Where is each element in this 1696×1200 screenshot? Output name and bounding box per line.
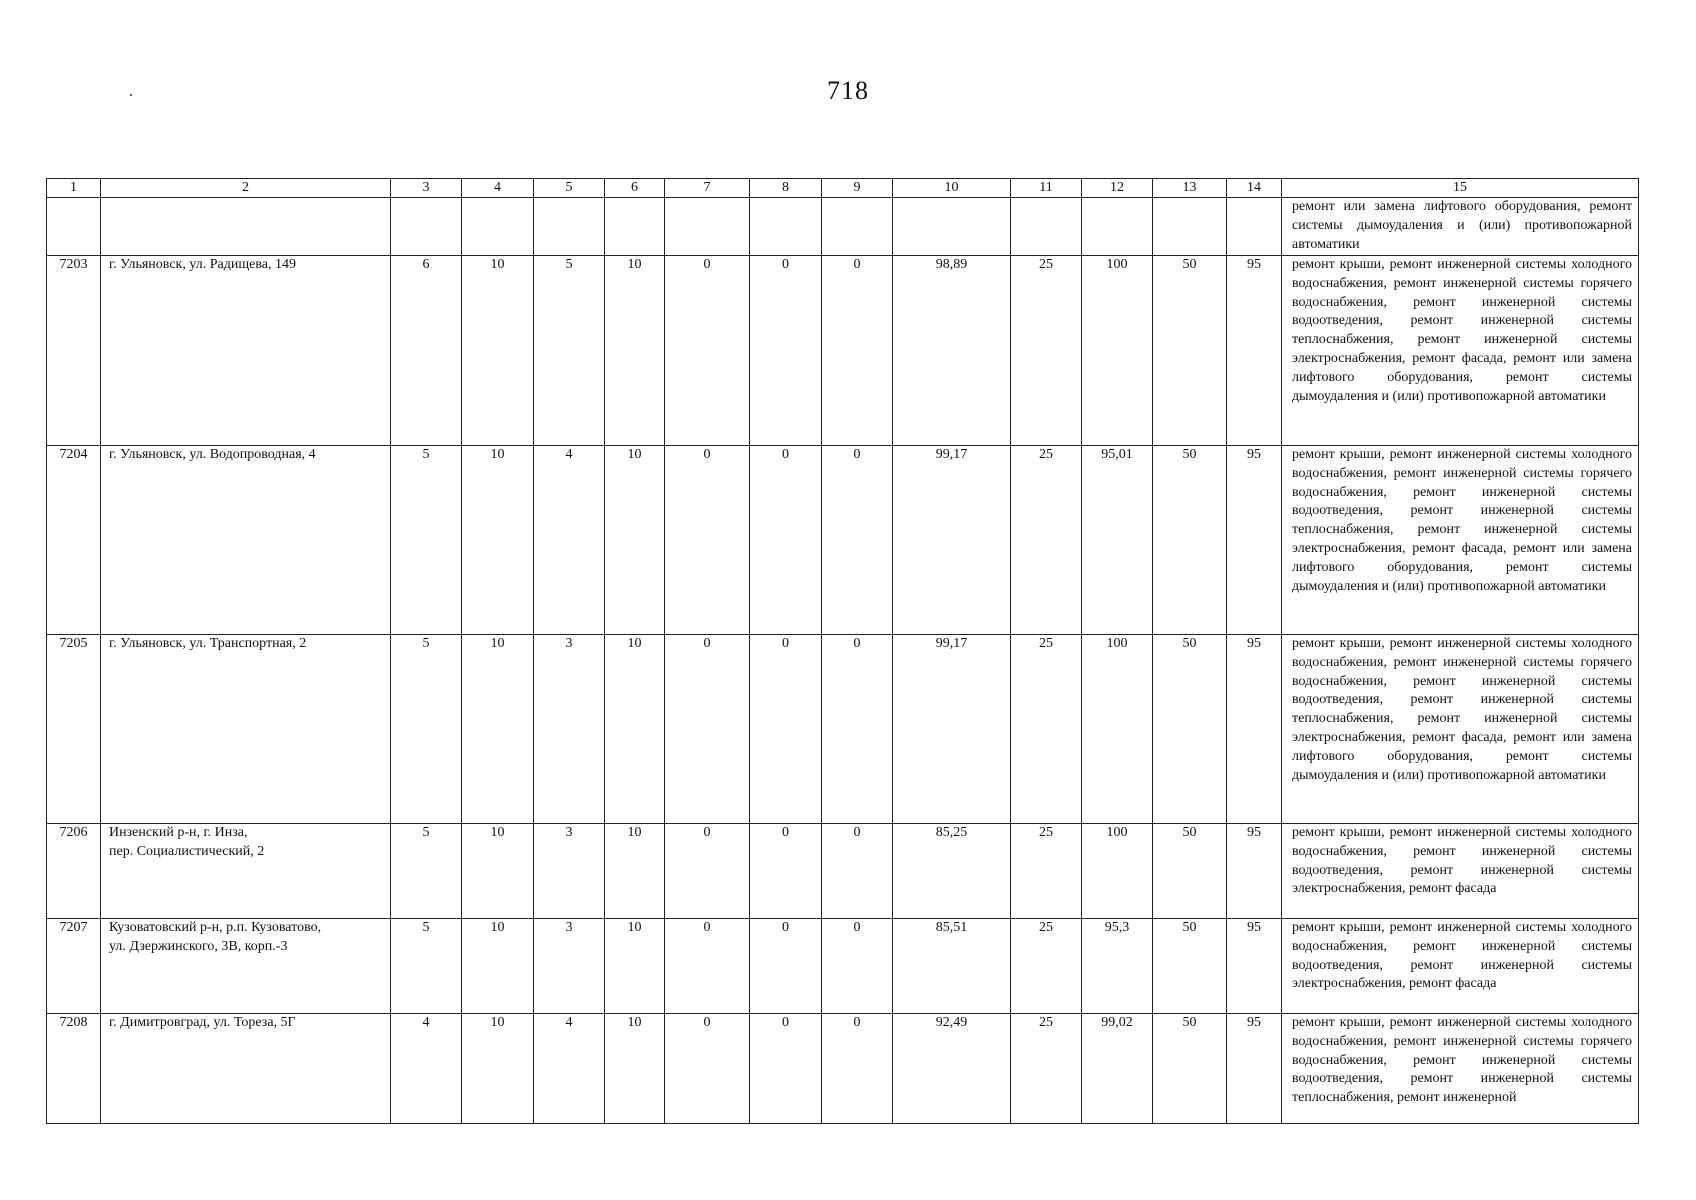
value-col-14: 95 bbox=[1227, 918, 1282, 1013]
value-col-8: 0 bbox=[750, 634, 822, 823]
scan-speck bbox=[130, 94, 132, 96]
value-col-6: 10 bbox=[605, 918, 665, 1013]
value-col-10: 99,17 bbox=[893, 445, 1011, 634]
value-col-7: 0 bbox=[665, 918, 750, 1013]
work-types-cell: ремонт крыши, ремонт инженерной системы холодного водоснабжения, ремонт инженерной системы водоотведения, ремонт инженерной системы электроснабжения, ремонт фасада bbox=[1282, 918, 1639, 1013]
column-number-9: 9 bbox=[822, 179, 893, 198]
row-id: 7205 bbox=[47, 634, 101, 823]
value-col-8: 0 bbox=[750, 918, 822, 1013]
value-col-11 bbox=[1011, 198, 1082, 256]
work-types-cell: ремонт крыши, ремонт инженерной системы холодного водоснабжения, ремонт инженерной системы горячего водоснабжения, ремонт инженерной системы водоотведения, ремонт инженерной системы теплоснабжения, ремонт инженерной системы электроснабжения, ремонт фасада, ремонт или замена лифтового оборудования, ремонт системы дымоудаления и (или) противопожарной автоматики bbox=[1282, 255, 1639, 445]
address-cell bbox=[101, 445, 391, 634]
value-col-10: 98,89 bbox=[893, 255, 1011, 445]
column-number-7: 7 bbox=[665, 179, 750, 198]
address-line: г. Ульяновск, ул. Водопроводная, 4 bbox=[109, 446, 316, 462]
value-col-4 bbox=[462, 198, 534, 256]
value-col-4: 10 bbox=[462, 634, 534, 823]
value-col-9: 0 bbox=[822, 634, 893, 823]
value-col-8: 0 bbox=[750, 1013, 822, 1123]
address-line: г. Димитровград, ул. Тореза, 5Г bbox=[109, 1014, 296, 1030]
table-row bbox=[47, 198, 1639, 256]
value-col-11: 25 bbox=[1011, 634, 1082, 823]
value-col-11: 25 bbox=[1011, 1013, 1082, 1123]
value-col-10: 99,17 bbox=[893, 634, 1011, 823]
address-cell bbox=[101, 198, 391, 256]
value-col-13: 50 bbox=[1153, 634, 1227, 823]
value-col-12: 99,02 bbox=[1082, 1013, 1153, 1123]
value-col-8 bbox=[750, 198, 822, 256]
value-col-7: 0 bbox=[665, 1013, 750, 1123]
work-types-cell: ремонт или замена лифтового оборудования, ремонт системы дымоудаления и (или) противопожарной автоматики bbox=[1282, 198, 1639, 256]
value-col-13: 50 bbox=[1153, 823, 1227, 918]
row-id: 7206 bbox=[47, 823, 101, 918]
value-col-6: 10 bbox=[605, 445, 665, 634]
value-col-12: 95,3 bbox=[1082, 918, 1153, 1013]
value-col-11: 25 bbox=[1011, 823, 1082, 918]
value-col-6 bbox=[605, 198, 665, 256]
column-number-10: 10 bbox=[893, 179, 1011, 198]
column-number-5: 5 bbox=[534, 179, 605, 198]
column-number-6: 6 bbox=[605, 179, 665, 198]
row-id bbox=[47, 198, 101, 256]
value-col-3: 6 bbox=[391, 255, 462, 445]
value-col-5 bbox=[534, 198, 605, 256]
column-number-8: 8 bbox=[750, 179, 822, 198]
value-col-4: 10 bbox=[462, 918, 534, 1013]
value-col-12: 95,01 bbox=[1082, 445, 1153, 634]
value-col-6: 10 bbox=[605, 634, 665, 823]
value-col-7 bbox=[665, 198, 750, 256]
value-col-11: 25 bbox=[1011, 445, 1082, 634]
value-col-10 bbox=[893, 198, 1011, 256]
value-col-10: 92,49 bbox=[893, 1013, 1011, 1123]
value-col-14: 95 bbox=[1227, 634, 1282, 823]
value-col-6: 10 bbox=[605, 255, 665, 445]
value-col-8: 0 bbox=[750, 823, 822, 918]
value-col-8: 0 bbox=[750, 445, 822, 634]
value-col-5: 4 bbox=[534, 1013, 605, 1123]
work-types-cell: ремонт крыши, ремонт инженерной системы холодного водоснабжения, ремонт инженерной системы горячего водоснабжения, ремонт инженерной системы водоотведения, ремонт инженерной системы теплоснабжения, ремонт инженерной bbox=[1282, 1013, 1639, 1123]
address-cell bbox=[101, 918, 391, 1013]
value-col-3: 5 bbox=[391, 918, 462, 1013]
value-col-7: 0 bbox=[665, 445, 750, 634]
value-col-14: 95 bbox=[1227, 823, 1282, 918]
value-col-7: 0 bbox=[665, 255, 750, 445]
column-number-2: 2 bbox=[101, 179, 391, 198]
column-number-3: 3 bbox=[391, 179, 462, 198]
value-col-5: 3 bbox=[534, 823, 605, 918]
work-types-cell: ремонт крыши, ремонт инженерной системы холодного водоснабжения, ремонт инженерной системы водоотведения, ремонт инженерной системы электроснабжения, ремонт фасада bbox=[1282, 823, 1639, 918]
value-col-13: 50 bbox=[1153, 918, 1227, 1013]
value-col-4: 10 bbox=[462, 1013, 534, 1123]
table-row bbox=[47, 255, 1639, 445]
value-col-13: 50 bbox=[1153, 445, 1227, 634]
row-id: 7208 bbox=[47, 1013, 101, 1123]
value-col-10: 85,25 bbox=[893, 823, 1011, 918]
value-col-14: 95 bbox=[1227, 255, 1282, 445]
value-col-9: 0 bbox=[822, 918, 893, 1013]
value-col-3: 4 bbox=[391, 1013, 462, 1123]
value-col-6: 10 bbox=[605, 1013, 665, 1123]
value-col-14: 95 bbox=[1227, 1013, 1282, 1123]
column-number-12: 12 bbox=[1082, 179, 1153, 198]
value-col-5: 5 bbox=[534, 255, 605, 445]
row-id: 7204 bbox=[47, 445, 101, 634]
column-number-row bbox=[47, 179, 1639, 198]
address-line: Инзенский р-н, г. Инза, bbox=[109, 824, 248, 840]
table-row bbox=[47, 634, 1639, 823]
address-line: Кузоватовский р-н, р.п. Кузоватово, bbox=[109, 919, 322, 935]
value-col-12: 100 bbox=[1082, 823, 1153, 918]
column-number-13: 13 bbox=[1153, 179, 1227, 198]
value-col-9: 0 bbox=[822, 823, 893, 918]
value-col-6: 10 bbox=[605, 823, 665, 918]
value-col-7: 0 bbox=[665, 634, 750, 823]
value-col-4: 10 bbox=[462, 823, 534, 918]
address-cell bbox=[101, 255, 391, 445]
value-col-3 bbox=[391, 198, 462, 256]
value-col-11: 25 bbox=[1011, 255, 1082, 445]
value-col-10: 85,51 bbox=[893, 918, 1011, 1013]
address-cell bbox=[101, 823, 391, 918]
column-number-1: 1 bbox=[47, 179, 101, 198]
row-id: 7207 bbox=[47, 918, 101, 1013]
value-col-5: 3 bbox=[534, 634, 605, 823]
value-col-12 bbox=[1082, 198, 1153, 256]
value-col-7: 0 bbox=[665, 823, 750, 918]
value-col-9: 0 bbox=[822, 1013, 893, 1123]
value-col-9: 0 bbox=[822, 445, 893, 634]
value-col-13: 50 bbox=[1153, 1013, 1227, 1123]
value-col-3: 5 bbox=[391, 823, 462, 918]
address-line: пер. Социалистический, 2 bbox=[109, 843, 265, 859]
table-row bbox=[47, 823, 1639, 918]
value-col-11: 25 bbox=[1011, 918, 1082, 1013]
value-col-5: 3 bbox=[534, 918, 605, 1013]
address-cell bbox=[101, 1013, 391, 1123]
value-col-12: 100 bbox=[1082, 255, 1153, 445]
value-col-12: 100 bbox=[1082, 634, 1153, 823]
value-col-13: 50 bbox=[1153, 255, 1227, 445]
address-line: ул. Дзержинского, 3В, корп.-3 bbox=[109, 938, 288, 954]
column-number-14: 14 bbox=[1227, 179, 1282, 198]
column-number-4: 4 bbox=[462, 179, 534, 198]
value-col-8: 0 bbox=[750, 255, 822, 445]
table-row bbox=[47, 918, 1639, 1013]
value-col-4: 10 bbox=[462, 255, 534, 445]
value-col-14 bbox=[1227, 198, 1282, 256]
table-row bbox=[47, 1013, 1639, 1123]
page-number: 718 bbox=[827, 76, 869, 105]
value-col-9 bbox=[822, 198, 893, 256]
work-types-cell: ремонт крыши, ремонт инженерной системы холодного водоснабжения, ремонт инженерной системы горячего водоснабжения, ремонт инженерной системы водоотведения, ремонт инженерной системы теплоснабжения, ремонт инженерной системы электроснабжения, ремонт фасада, ремонт или замена лифтового оборудования, ремонт системы дымоудаления и (или) противопожарной автоматики bbox=[1282, 445, 1639, 634]
address-cell bbox=[101, 634, 391, 823]
address-line: г. Ульяновск, ул. Радищева, 149 bbox=[109, 256, 296, 272]
address-line: г. Ульяновск, ул. Транспортная, 2 bbox=[109, 635, 307, 651]
value-col-13 bbox=[1153, 198, 1227, 256]
column-number-11: 11 bbox=[1011, 179, 1082, 198]
value-col-3: 5 bbox=[391, 634, 462, 823]
column-number-15: 15 bbox=[1282, 179, 1639, 198]
value-col-9: 0 bbox=[822, 255, 893, 445]
value-col-14: 95 bbox=[1227, 445, 1282, 634]
row-id: 7203 bbox=[47, 255, 101, 445]
value-col-5: 4 bbox=[534, 445, 605, 634]
work-types-cell: ремонт крыши, ремонт инженерной системы холодного водоснабжения, ремонт инженерной системы горячего водоснабжения, ремонт инженерной системы водоотведения, ремонт инженерной системы теплоснабжения, ремонт инженерной системы электроснабжения, ремонт фасада, ремонт или замена лифтового оборудования, ремонт системы дымоудаления и (или) противопожарной автоматики bbox=[1282, 634, 1639, 823]
table-row bbox=[47, 445, 1639, 634]
value-col-3: 5 bbox=[391, 445, 462, 634]
value-col-4: 10 bbox=[462, 445, 534, 634]
repair-register-table bbox=[46, 178, 1639, 1124]
